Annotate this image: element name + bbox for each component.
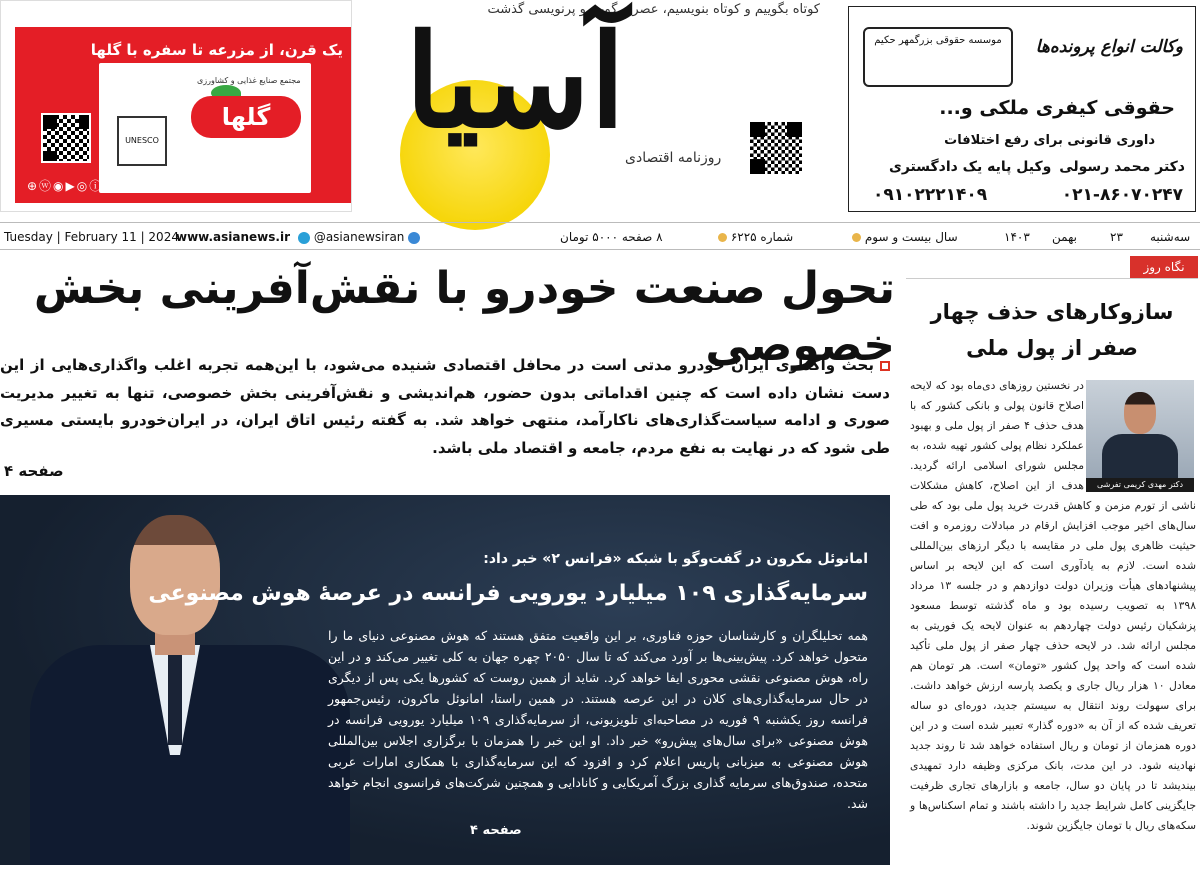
author-head-shape bbox=[1124, 392, 1156, 434]
unesco-logo: UNESCO bbox=[117, 116, 167, 166]
masthead-qr-icon[interactable] bbox=[750, 122, 802, 174]
telegram-icon bbox=[298, 232, 310, 244]
social-handle[interactable]: @asianewsiran bbox=[313, 230, 405, 244]
pages-price: ۸ صفحه ۵۰۰۰ تومان bbox=[560, 230, 663, 244]
ad-website[interactable]: golhaco bbox=[131, 177, 179, 191]
verified-icon bbox=[408, 232, 420, 244]
qr-code-icon[interactable] bbox=[41, 113, 91, 163]
separator-dot bbox=[852, 233, 861, 242]
column-body: در نخستین روزهای دی‌ماه بود که لایحه اصلاح قانون پولی و بانکی کشور که با هدف حذف ۴ صفر از پول ملی و بهبود عملکرد نظام پولی کشور تهیه شده، به مجلس شورای اسلامی ارائه گردید. هدف از این اصلاح، کاهش مشکلات ناشی از تورم مزمن و کاهش قدرت خرید پول ملی بود که طی سال‌های اخیر موجب افزایش ارقام در مبادلات روزمره و افت حیثیت ظاهری پول ملی در مقایسه با دیگر ارزهای بین‌المللی شده است. لازم به یادآوری است که این لایحه بر اساس پیشنهادهای هیأت وزیران دولت دوازدهم و در جلسه ۱۳ مرداد ۱۳۹۸ به تصویب رسیده بود و ماه گذشته توسط مسعود پزشکیان رئیس دولت چهاردهم به عنوان لایحه یک فوریتی به مجلس ارائه شد. در لایحه حذف چهار صفر از پول ملی تأکید شده است که واحد پول کشور «تومان» است. هر تومان هم معادل ۱۰ هزار ریال جاری و یکصد پارسه ارزش خواهد داشت. برای سهولت روند انتقال به سیستم جدید، دوره‌ای دو ساله تعریف شده که از آن به «دوره گذار» تعبیر شده است و در این دوره همزمان از تومان و ریال استفاده خواهد شد تا روند جدید نهادینه شود. در این مدت، بانک مرکزی وظیفه دارد تمهیدی بیندیشد تا در پایان دو سال، جامعه و بازارهای تجاری ظرفیت جایگزینی کامل شرایط جدید را داشته باشند و تمام اسکناس‌ها و سکه‌های ریال با تومان جایگزین شوند. bbox=[910, 379, 1196, 832]
lead-text: بحث واگذاری ایران خودرو مدتی است در محافل اقتصادی شنیده می‌شود، با این‌همه تجربه اغلب واگذاری‌هایی از این دست نشان داده است که چنین اقداماتی بدون حضور، هم‌اندیشی و نقش‌آفرینی بخش خصوصی، تنها به تغییر مدیریت صوری و ادامه سیاست‌گذاری‌های ناکارآمد، منتهی خواهد شد. به گفته رئیس اتاق ایران، در ایران‌خودرو بایستی مسیری طی شود که در نهایت به نفع مردم، جامعه و اقتصاد ملی باشد. bbox=[0, 356, 890, 457]
main-headline[interactable]: تحول صنعت خودرو با نقش‌آفرینی بخش خصوصی bbox=[33, 263, 895, 372]
month: بهمن bbox=[1052, 230, 1077, 244]
ad-brand-sub: مجتمع صنایع غذایی و کشاورزی bbox=[197, 76, 301, 85]
lead-paragraph bbox=[0, 352, 890, 462]
ad-right-phone1[interactable]: ۰۲۱-۸۶۰۷۰۲۴۷ bbox=[1061, 185, 1183, 205]
weekday: سه‌شنبه bbox=[1150, 230, 1191, 244]
law-stamp: موسسه حقوقی بزرگمهر حکیم bbox=[863, 27, 1013, 87]
head-shape bbox=[130, 515, 220, 635]
day-number: ۲۳ bbox=[1110, 230, 1123, 244]
issue-number: شماره ۶۲۲۵ bbox=[730, 230, 794, 244]
author-body-shape bbox=[1102, 434, 1178, 480]
ad-right-name: دکتر محمد رسولی bbox=[1059, 159, 1185, 175]
column-label: نگاه روز bbox=[1130, 256, 1198, 278]
english-date: Tuesday | February 11 | 2024 bbox=[4, 230, 179, 244]
golha-logo: گلها bbox=[191, 96, 301, 138]
ad-right-phone2[interactable]: ۰۹۱۰۲۲۲۱۴۰۹ bbox=[873, 185, 988, 205]
golha-advertisement[interactable] bbox=[0, 0, 352, 212]
column-divider bbox=[906, 278, 1198, 279]
year: ۱۴۰۳ bbox=[1004, 230, 1030, 244]
macron-page-ref[interactable]: صفحه ۴ bbox=[470, 823, 522, 838]
macron-kicker: امانوئل مکرون در گفت‌وگو با شبکه «فرانس ۲» خبر داد: bbox=[483, 551, 868, 567]
bullet-icon bbox=[880, 361, 890, 371]
ad-right-title: وکیل پایه یک دادگستری bbox=[889, 159, 1052, 175]
ad-right-heading: وکالت انواع پرونده‌ها bbox=[1035, 37, 1183, 57]
ad-right-arbitration: داوری قانونی برای رفع اختلافات bbox=[944, 133, 1155, 148]
opinion-column bbox=[906, 256, 1198, 878]
separator-dot bbox=[718, 233, 727, 242]
social-icons: ⊕ⓦ◉▶◎ⓘ bbox=[27, 179, 104, 193]
macron-story-box[interactable] bbox=[0, 495, 890, 865]
volume-year: سال بیست و سوم bbox=[864, 230, 958, 244]
lead-page-ref[interactable]: صفحه ۴ bbox=[4, 462, 64, 480]
macron-photo bbox=[30, 515, 350, 865]
macron-title[interactable]: سرمایه‌گذاری ۱۰۹ میلیارد یورویی فرانسه در عرصهٔ هوش مصنوعی bbox=[148, 581, 868, 606]
column-title[interactable]: سازوکارهای حذف چهار صفر از پول ملی bbox=[930, 300, 1174, 360]
masthead-tagline: کوتاه بگوییم و کوتاه بنویسیم، عصر پرگویی و پرنویسی گذشت bbox=[487, 2, 820, 17]
ad-slogan: یک قرن، از مزرعه تا سفره با گلها bbox=[90, 41, 343, 59]
ad-right-services: حقوقی کیفری ملکی و... bbox=[939, 97, 1175, 119]
website-link[interactable]: www.asianews.ir bbox=[176, 230, 290, 244]
author-caption: دکتر مهدی کریمی تفرشی bbox=[1086, 478, 1194, 492]
author-photo bbox=[1086, 380, 1194, 480]
tie-shape bbox=[168, 655, 182, 745]
newspaper-logo: آسیا bbox=[405, 7, 626, 157]
macron-body: همه تحلیلگران و کارشناسان حوزه فناوری، بر این واقعیت متفق هستند که هوش مصنوعی دنیای ما را متحول خواهد کرد. پیش‌بینی‌ها بر آورد می‌کند که تا سال ۲۰۵۰ چهره جهان به کلی تغییر می‌کند و در این راه، هوش مصنوعی نقشی محوری ایفا خواهد کرد. شاید از همین روست که کشورها یکی پس از دیگری در حال سرمایه‌گذاری‌های کلان در این عرصه هستند. در همین راستا، امانوئل ماکرون، رئیس‌جمهور فرانسه روز یکشنبه ۹ فوریه در مصاحبه‌ای تلویزیونی، از سرمایه‌گذاری ۱۰۹ میلیارد یورویی فرانسه در هوش مصنوعی «برای سال‌های پیش‌رو» خبر داد. او این خبر را همزمان با برگزاری اجلاس بین‌المللی هوش مصنوعی به میزبانی پاریس اعلام کرد و افزود که این سرمایه‌گذاری با همکاری امارات عربی متحده، صندوق‌های سرمایه گذاری بزرگ آمریکایی و کانادایی و همچنین شرکت‌های فرانسوی انجام خواهد شد. bbox=[328, 628, 868, 811]
masthead-subtitle: روزنامه اقتصادی bbox=[625, 150, 722, 166]
law-office-advertisement[interactable] bbox=[848, 6, 1196, 212]
issue-info-bar bbox=[0, 222, 1200, 250]
